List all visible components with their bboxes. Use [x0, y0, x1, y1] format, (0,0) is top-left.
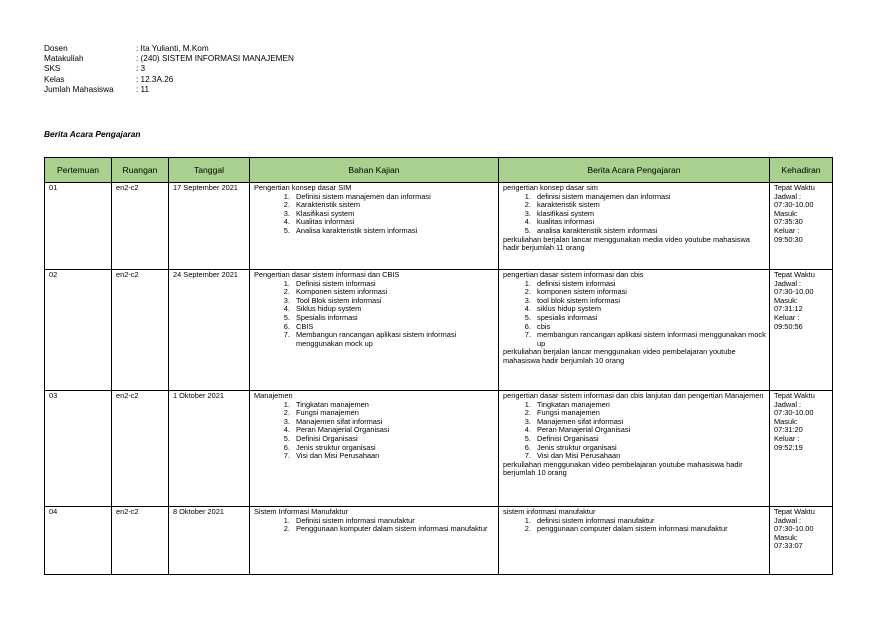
- header-berita-acara: Berita Acara Pengajaran: [499, 158, 770, 183]
- bahan-title: Manajemen: [254, 391, 293, 400]
- berita-item: 5. spesialis informasi: [533, 314, 766, 323]
- bahan-title: Pengertian konsep dasar SIM: [254, 183, 352, 192]
- bahan-item: 2. Komponen sistem informasi: [292, 288, 495, 297]
- berita-item: 7. membangun rancangan aplikasi sistem informasi menggunakan mock up: [533, 331, 766, 348]
- kehadiran-line: Jadwal :: [774, 515, 802, 525]
- cell-kehadiran: [770, 270, 833, 391]
- cell-ruangan: en2-c2: [112, 183, 169, 270]
- bahan-item: 1. Definisi sistem manajemen dan informasi: [292, 193, 495, 202]
- meta-label: SKS: [44, 64, 61, 74]
- berita-list: [503, 280, 766, 349]
- cell-tanggal: 24 September 2021: [169, 270, 250, 391]
- cell-berita-acara: [499, 507, 770, 575]
- cell-berita-acara: [499, 391, 770, 507]
- kehadiran-line: 07:31:20: [774, 425, 803, 435]
- cell-kehadiran: [770, 391, 833, 507]
- bahan-item: 5. Definisi Organisasi: [292, 435, 495, 444]
- kehadiran-line: Masuk:: [774, 295, 798, 305]
- berita-item: 6. cbis: [533, 323, 766, 332]
- section-title: Berita Acara Pengajaran: [44, 129, 141, 139]
- berita-list: [503, 517, 766, 534]
- kehadiran-line: Jadwal :: [774, 278, 802, 288]
- bahan-item: 1. Definisi sistem informasi manufaktur: [292, 517, 495, 526]
- kehadiran-line: Tepat Waktu: [774, 507, 815, 516]
- table-row: [45, 183, 833, 270]
- meta-label: Matakuliah: [44, 54, 84, 64]
- bahan-item: 4. Kualitas informasi: [292, 218, 495, 227]
- cell-kehadiran: [770, 183, 833, 270]
- bahan-item: 7. Visi dan Misi Perusahaan: [292, 452, 495, 461]
- kehadiran-line: Masuk:: [774, 208, 798, 218]
- cell-pertemuan: 02: [45, 270, 112, 391]
- bahan-list: [254, 401, 495, 461]
- cell-tanggal: 17 September 2021: [169, 183, 250, 270]
- berita-item: 6. Jenis struktur organisasi: [533, 444, 766, 453]
- berita-item: 3. tool blok sistem informasi: [533, 297, 766, 306]
- berita-list: [503, 193, 766, 236]
- cell-bahan-kajian: [250, 183, 499, 270]
- meta-value: : 11: [136, 84, 150, 94]
- meta-label: Jumlah Mahasiswa: [44, 84, 114, 94]
- cell-tanggal: 1 Oktober 2021: [169, 391, 250, 507]
- berita-list: [503, 401, 766, 461]
- kehadiran-line: Tepat Waktu: [774, 270, 815, 279]
- berita-item: 1. definisi sistem manajemen dan informasi: [533, 193, 766, 202]
- meta-value: : 3: [136, 64, 146, 74]
- cell-ruangan: en2-c2: [112, 270, 169, 391]
- berita-title: pengertian dasar sistem informasi dan cbis lanjutan dan pengertian Manajemen: [503, 391, 764, 400]
- meta-value: : Ita Yulianti, M.Kom: [136, 44, 209, 53]
- bahan-item: 2. Fungsi manajemen: [292, 409, 495, 418]
- kehadiran-line: Keluar :: [774, 433, 800, 443]
- meta-block: [44, 44, 294, 95]
- table-row: [45, 270, 833, 391]
- kehadiran-line: 07:30-10.00: [774, 524, 814, 534]
- berita-item: 7. Visi dan Misi Perusahaan: [533, 452, 766, 461]
- kehadiran-line: 07:31:12: [774, 304, 803, 314]
- cell-bahan-kajian: [250, 270, 499, 391]
- cell-kehadiran: [770, 507, 833, 575]
- kehadiran-line: 07:30-10.00: [774, 287, 814, 297]
- berita-item: 5. Definisi Organisasi: [533, 435, 766, 444]
- bahan-item: 5. Analisa karakteristik sistem informasi: [292, 227, 495, 236]
- kehadiran-line: Masuk:: [774, 416, 798, 426]
- kehadiran-line: 09:52:19: [774, 442, 803, 452]
- berita-item: 2. karakteristik sistem: [533, 201, 766, 210]
- berita-item: 4. kualitas informasi: [533, 218, 766, 227]
- berita-item: 2. komponen sistem informasi: [533, 288, 766, 297]
- bahan-item: 5. Spesialis informasi: [292, 314, 495, 323]
- header-ruangan: Ruangan: [112, 158, 169, 183]
- kehadiran-line: Tepat Waktu: [774, 183, 815, 192]
- kehadiran-line: Masuk:: [774, 532, 798, 542]
- bahan-item: 7. Membangun rancangan aplikasi sistem informasi menggunakan mock up: [292, 331, 495, 348]
- header-tanggal: Tanggal: [169, 158, 250, 183]
- kehadiran-line: Keluar :: [774, 225, 800, 235]
- cell-berita-acara: [499, 183, 770, 270]
- bahan-item: 3. Manajemen sifat informasi: [292, 418, 495, 427]
- kehadiran-line: 07:33:07: [774, 541, 803, 551]
- bahan-item: 1. Definisi sistem informasi: [292, 280, 495, 289]
- berita-item: 4. siklus hidup system: [533, 305, 766, 314]
- cell-pertemuan: 01: [45, 183, 112, 270]
- berita-title: sistem informasi manufaktur: [503, 507, 596, 516]
- cell-berita-acara: [499, 270, 770, 391]
- meta-row: [44, 44, 294, 54]
- meta-value: : 12.3A.26: [136, 74, 174, 84]
- meta-label: Dosen: [44, 44, 68, 53]
- bahan-list: [254, 280, 495, 349]
- kehadiran-line: 07:35:30: [774, 217, 803, 227]
- table-row: [45, 391, 833, 507]
- cell-pertemuan: 03: [45, 391, 112, 507]
- bahan-item: 3. Tool Blok sistem informasi: [292, 297, 495, 306]
- berita-item: 1. definisi sistem informasi manufaktur: [533, 517, 766, 526]
- bahan-item: 1. Tingkatan manajemen: [292, 401, 495, 410]
- meta-label: Kelas: [44, 74, 65, 84]
- kehadiran-line: 09:50:30: [774, 234, 803, 244]
- berita-item: 2. penggunaan computer dalam sistem informasi manufaktur: [533, 525, 766, 534]
- header-pertemuan: Pertemuan: [45, 158, 112, 183]
- kehadiran-line: 07:30-10.00: [774, 408, 814, 418]
- berita-item: 3. Manajemen sifat informasi: [533, 418, 766, 427]
- meta-row: [44, 75, 294, 85]
- meta-value: : (240) SISTEM INFORMASI MANAJEMEN: [136, 54, 294, 64]
- bahan-item: 2. Penggunaan komputer dalam sistem informasi manufaktur: [292, 525, 495, 534]
- cell-ruangan: en2-c2: [112, 507, 169, 575]
- table-row: [45, 507, 833, 575]
- bahan-item: 4. Peran Manajerial Organisasi: [292, 426, 495, 435]
- header-kehadiran: Kehadiran: [770, 158, 833, 183]
- table-header-row: [45, 158, 833, 183]
- kehadiran-line: Keluar :: [774, 312, 800, 322]
- bahan-list: [254, 517, 495, 534]
- bahan-title: Pengertian dasar sistem informasi dan CBIS: [254, 270, 400, 279]
- kehadiran-line: 07:30-10.00: [774, 200, 814, 210]
- bahan-item: 4. Siklus hidup system: [292, 305, 495, 314]
- bahan-item: 3. Klasifikasi system: [292, 210, 495, 219]
- berita-item: 2. Fungsi manajemen: [533, 409, 766, 418]
- bahan-title: Sistem Informasi Manufaktur: [254, 507, 349, 516]
- berita-item: 3. klasifikasi system: [533, 210, 766, 219]
- berita-item: 4. Peran Manajerial Organisasi: [533, 426, 766, 435]
- cell-bahan-kajian: [250, 507, 499, 575]
- berita-acara-table: [44, 157, 833, 575]
- cell-pertemuan: 04: [45, 507, 112, 575]
- berita-title: pengertian dasar sistem informasi dan cbis: [503, 270, 644, 279]
- cell-bahan-kajian: [250, 391, 499, 507]
- berita-item: 1. Tingkatan manajemen: [533, 401, 766, 410]
- bahan-item: 2. Karakteristik sistem: [292, 201, 495, 210]
- kehadiran-line: Jadwal :: [774, 399, 802, 409]
- meta-row: [44, 85, 294, 95]
- kehadiran-line: Jadwal :: [774, 191, 802, 201]
- header-bahan-kajian: Bahan Kajian: [250, 158, 499, 183]
- bahan-item: 6. Jenis struktur organisasi: [292, 444, 495, 453]
- bahan-list: [254, 193, 495, 236]
- bahan-item: 6. CBIS: [292, 323, 495, 332]
- kehadiran-line: 09:50:56: [774, 321, 803, 331]
- cell-ruangan: en2-c2: [112, 391, 169, 507]
- meta-row: [44, 54, 294, 64]
- berita-note: perkuliahan berjalan lancar menggunakan media video youtube mahasiswa hadir berjumlah 11 orang: [503, 234, 750, 253]
- berita-item: 5. analisa karakteristik sistem informasi: [533, 227, 766, 236]
- cell-tanggal: 8 Oktober 2021: [169, 507, 250, 575]
- meta-row: [44, 64, 294, 74]
- berita-title: pengertian konsep dasar sim: [503, 183, 598, 192]
- kehadiran-line: Tepat Waktu: [774, 391, 815, 400]
- berita-note: perkuliahan berjalan lancar menggunakan video pembelajaran youtube mahasiswa hadir berjumlah 10 orang: [503, 347, 736, 365]
- berita-item: 1. definisi sistem informasi: [533, 280, 766, 289]
- berita-note: perkuliahan menggunakan video pembelajaran youtube mahasiswa hadir berjumlah 10 orang: [503, 459, 743, 478]
